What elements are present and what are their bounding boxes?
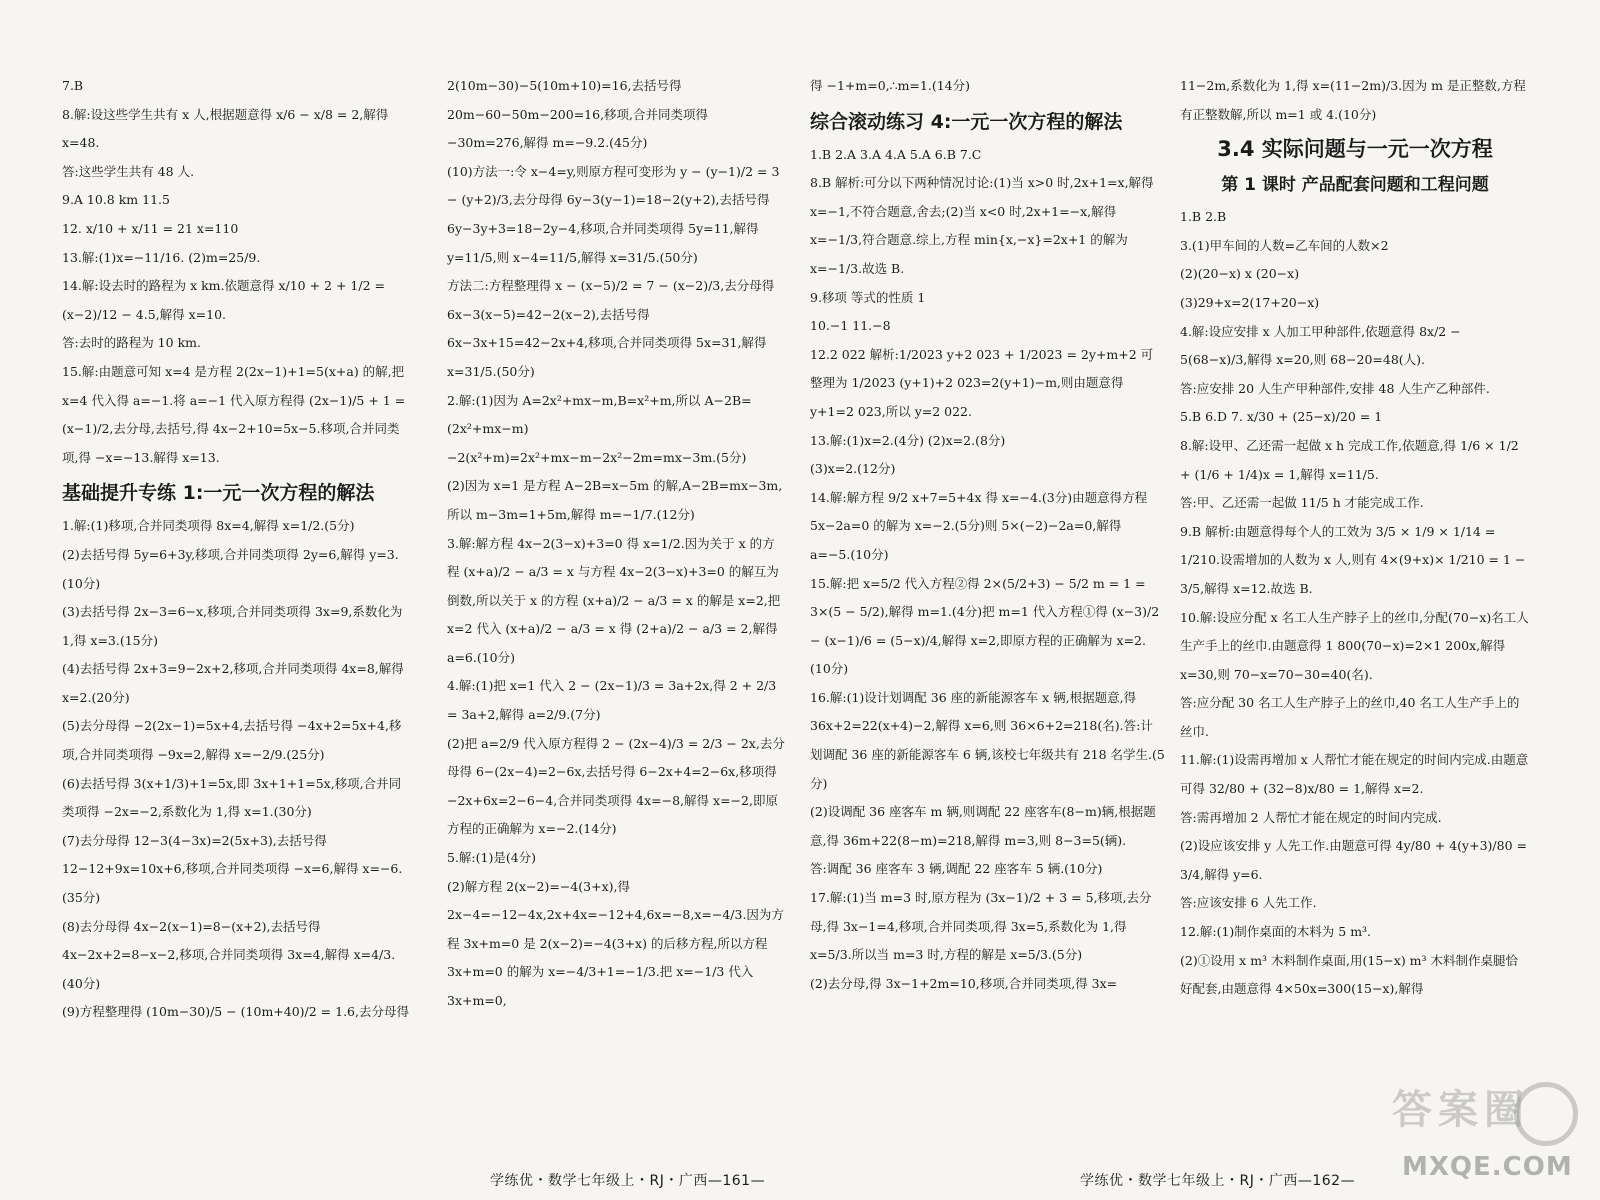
- answer-paragraph: 13.解:(1)x=2.(4分) (2)x=2.(8分): [810, 432, 1006, 448]
- answer-paragraph: 3.解:解方程 4x−2(3−x)+3=0 得 x=1/2.因为关于 x 的方程 (x+a)/2 − a/3 = x 与方程 4x−2(3−x)+3=0 的解互为倒数,所以关于 x 的方程 (x+a)/2 − a/3 = x 的解是 x=2,把 x=2 代入 (x+a)/2 − a/3 = x 得 (2+a)/2 − a/3 = 2,解得 a=6.(10分): [447, 535, 781, 665]
- answer-paragraph: 12.2 022 解析:1/2023 y+2 023 + 1/2023 = 2y+m+2 可整理为 1/2023 (y+1)+2 023=2(y+1)−m,则由题意得 y+1=2 023,所以 y=2 022.: [810, 346, 1154, 419]
- watermark-url: MXQE.COM: [1402, 1152, 1573, 1182]
- answer-paragraph: 答:需再增加 2 人帮忙才能在规定的时间内完成.: [1180, 809, 1442, 825]
- answer-paragraph: 8.解:设甲、乙还需一起做 x h 完成工作,依题意,得 1/6 × 1/2 + (1/6 + 1/4)x = 1,解得 x=11/5.: [1180, 437, 1519, 482]
- answer-paragraph: (2)①设用 x m³ 木料制作桌面,用(15−x) m³ 木料制作桌腿恰好配套,由题意得 4×50x=300(15−x),解得: [1180, 952, 1519, 997]
- answer-paragraph: 7.B: [62, 78, 84, 93]
- watermark-logo: 答案圈: [1392, 1087, 1530, 1133]
- answer-paragraph: 13.解:(1)x=−11/16. (2)m=25/9.: [62, 249, 261, 265]
- answer-paragraph: 11.解:(1)设需再增加 x 人帮忙才能在规定的时间内完成.由题意可得 32/80 + (32−8)x/80 = 1,解得 x=2.: [1180, 752, 1529, 797]
- answer-paragraph: 17.解:(1)当 m=3 时,原方程为 (3x−1)/2 + 3 = 5,移项,去分母,得 3x−1=4,移项,合并同类项,得 3x=5,系数化为 1,得 x=5/3.所以当 m=3 时,方程的解是 x=5/3.(5分): [810, 890, 1152, 963]
- answer-paragraph: 9.移项 等式的性质 1: [810, 289, 926, 305]
- answer-paragraph: (2)解方程 2(x−2)=−4(3+x),得 2x−4=−12−4x,2x+4x=−12+4,6x=−8,x=−4/3.因为方程 3x+m=0 是 2(x−2)=−4(3+x) 的后移方程,所以方程 3x+m=0 的解为 x=−4/3+1=−1/3.把 x=−1/3 代入 3x+m=0,: [447, 878, 784, 1008]
- answer-paragraph: 12. x/10 + x/11 = 21 x=110: [62, 220, 239, 236]
- answer-paragraph: 9.A 10.8 km 11.5: [62, 192, 170, 208]
- answer-paragraph: 答:应该安排 6 人先工作.: [1180, 895, 1317, 911]
- answer-paragraph: 方法二:方程整理得 x − (x−5)/2 = 7 − (x−2)/3,去分母得 6x−3(x−5)=42−2(x−2),去括号得 6x−3x+15=42−2x+4,移项,合并同类项得 5x=31,解得 x=31/5.(50分): [447, 278, 775, 379]
- answer-paragraph: 10.−1 11.−8: [810, 318, 891, 334]
- answer-paragraph: 2(10m−30)−5(10m+10)=16,去括号得 20m−60−50m−200=16,移项,合并同类项得 −30m=276,解得 m=−9.2.(45分): [447, 78, 709, 151]
- answer-paragraph: 15.解:由题意可知 x=4 是方程 2(2x−1)+1=5(x+a) 的解,把 x=4 代入得 a=−1.将 a=−1 代入原方程得 (2x−1)/5 + 1 = (x−1)/2,去分母,去括号,得 4x−2+10=5x−5.移项,合并同类项,得 −x=−13.解得 x=13.: [62, 363, 406, 465]
- answer-paragraph: 12.解:(1)制作桌面的木料为 5 m³.: [1180, 924, 1372, 940]
- answer-paragraph: 得 −1+m=0,∴m=1.(14分): [810, 78, 970, 93]
- answer-paragraph: 16.解:(1)设计划调配 36 座的新能源客车 x 辆,根据题意,得 36x+2=22(x+4)−2,解得 x=6,则 36×6+2=218(名).答:计划调配 36 座的新能源客车 6 辆,该校七年级共有 218 名学生.(5分): [810, 689, 1165, 791]
- answer-paragraph: 14.解:设去时的路程为 x km.依题意得 x/10 + 2 + 1/2 = (x−2)/12 − 4.5,解得 x=10.: [62, 278, 385, 322]
- answer-paragraph: 1.B 2.B: [1180, 209, 1227, 225]
- answer-paragraph: (7)去分母得 12−3(4−3x)=2(5x+3),去括号得 12−12+9x=10x+6,移项,合并同类项得 −x=6,解得 x=−6.(35分): [62, 832, 403, 906]
- answer-paragraph: 答:应分配 30 名工人生产脖子上的丝巾,40 名工人生产手上的丝巾.: [1180, 695, 1520, 739]
- answer-paragraph: (10)方法一:令 x−4=y,则原方程可变形为 y − (y−1)/2 = 3 − (y+2)/3,去分母得 6y−3(y−1)=18−2(y+2),去括号得 6y−3y+3=18−2y−4,移项,合并同类项得 5y=11,解得 y=11/5,则 x−4=11/5,解得 x=31/5.(50分): [447, 163, 780, 265]
- answer-paragraph: 4.解:设应安排 x 人加工甲种部件,依题意得 8x/2 − 5(68−x)/3,解得 x=20,则 68−20=48(人).: [1180, 323, 1461, 368]
- lesson-title: 第 1 课时 产品配套问题和工程问题: [1221, 175, 1489, 196]
- answer-paragraph: 5.B 6.D 7. x/30 + (25−x)/20 = 1: [1180, 409, 1383, 425]
- answer-paragraph: (2)去括号得 5y=6+3y,移项,合并同类项得 2y=6,解得 y=3.(10分): [62, 546, 399, 591]
- answer-paragraph: (9)方程整理得 (10m−30)/5 − (10m+40)/2 = 1.6,去分母得: [62, 1004, 409, 1020]
- answer-paragraph: (2)设调配 36 座客车 m 辆,则调配 22 座客车(8−m)辆,根据题意,得 36m+22(8−m)=218,解得 m=3,则 8−3=5(辆).: [810, 804, 1156, 848]
- section-title: 基础提升专练 1:一元一次方程的解法: [62, 482, 375, 505]
- answer-paragraph: 10.解:设应分配 x 名工人生产脖子上的丝巾,分配(70−x)名工人生产手上的丝巾.由题意得 1 800(70−x)=2×1 200x,解得 x=30,则 70−x=70−30=40(名).: [1180, 609, 1529, 682]
- column-3: [810, 72, 1165, 1162]
- footer-left: 学练优・数学七年级上・RJ・广西—161—: [490, 1173, 766, 1189]
- answer-paragraph: 答:这些学生共有 48 人.: [62, 163, 195, 179]
- answer-paragraph: (2)因为 x=1 是方程 A−2B=x−5m 的解,A−2B=mx−3m,所以 m−3m=1+5m,解得 m=−1/7.(12分): [447, 478, 783, 522]
- watermark-circle-icon: [1514, 1082, 1578, 1146]
- footer-right: 学练优・数学七年级上・RJ・广西—162—: [1080, 1173, 1356, 1189]
- answer-paragraph: 1.解:(1)移项,合并同类项得 8x=4,解得 x=1/2.(5分): [62, 518, 355, 534]
- answer-paragraph: 8.B 解析:可分以下两种情况讨论:(1)当 x>0 时,2x+1=x,解得 x=−1,不符合题意,舍去;(2)当 x<0 时,2x+1=−x,解得 x=−1/3,符合题意.综上,方程 min{x,−x}=2x+1 的解为 x=−1/3.故选 B.: [810, 175, 1154, 276]
- answer-paragraph: 8.解:设这些学生共有 x 人,根据题意得 x/6 − x/8 = 2,解得 x=48.: [62, 106, 389, 151]
- answer-paragraph: (6)去括号得 3(x+1/3)+1=5x,即 3x+1+1=5x,移项,合并同类项得 −2x=−2,系数化为 1,得 x=1.(30分): [62, 775, 402, 820]
- answer-paragraph: (5)去分母得 −2(2x−1)=5x+4,去括号得 −4x+2=5x+4,移项,合并同类项得 −9x=2,解得 x=−2/9.(25分): [62, 718, 402, 763]
- watermark: [1372, 1072, 1582, 1182]
- answer-paragraph: 2.解:(1)因为 A=2x²+mx−m,B=x²+m,所以 A−2B=(2x²+mx−m)−2(x²+m)=2x²+mx−m−2x²−2m=mx−3m.(5分): [447, 392, 752, 465]
- answer-paragraph: 答:甲、乙还需一起做 11/5 h 才能完成工作.: [1180, 495, 1424, 511]
- answer-paragraph: (2)把 a=2/9 代入原方程得 2 − (2x−4)/3 = 2/3 − 2x,去分母得 6−(2x−4)=2−6x,去括号得 6−2x+4=2−6x,移项得 −2x+6x=2−6−4,合并同类项得 4x=−8,解得 x=−2,即原方程的正确解为 x=−2.(14分): [447, 735, 785, 837]
- answer-paragraph: (3)去括号得 2x−3=6−x,移项,合并同类项得 3x=9,系数化为 1,得 x=3.(15分): [62, 604, 403, 648]
- answer-paragraph: 答:去时的路程为 10 km.: [62, 335, 201, 351]
- answer-paragraph: 14.解:解方程 9/2 x+7=5+4x 得 x=−4.(3分)由题意得方程 5x−2a=0 的解为 x=−2.(5分)则 5×(−2)−2a=0,解得 a=−5.(10分): [810, 489, 1148, 562]
- answer-paragraph: 15.解:把 x=5/2 代入方程②得 2×(5/2+3) − 5/2 m = 1 = 3×(5 − 5/2),解得 m=1.(4分)把 m=1 代入方程①得 (x−3)/2 − (x−1)/6 = (5−x)/4,解得 x=2,即原方程的正确解为 x=2.(10分): [810, 575, 1160, 677]
- answer-paragraph: (4)去括号得 2x+3=9−2x+2,移项,合并同类项得 4x=8,解得 x=2.(20分): [62, 661, 404, 705]
- column-2: [447, 72, 787, 1162]
- answer-paragraph: 9.B 解析:由题意得每个人的工效为 3/5 × 1/9 × 1/14 = 1/210.设需增加的人数为 x 人,则有 4×(9+x)× 1/210 = 1 − 3/5,解得 x=12.故选 B.: [1180, 523, 1526, 596]
- answer-paragraph: 3.(1)甲车间的人数=乙车间的人数×2: [1180, 237, 1389, 253]
- column-4: [1180, 72, 1530, 1162]
- answer-paragraph: (3)x=2.(12分): [810, 461, 896, 477]
- chapter-title: 3.4 实际问题与一元一次方程: [1217, 137, 1493, 162]
- answer-paragraph: 4.解:(1)把 x=1 代入 2 − (2x−1)/3 = 3a+2x,得 2 + 2/3 = 3a+2,解得 a=2/9.(7分): [447, 678, 777, 723]
- answer-paragraph: 5.解:(1)是(4分): [447, 850, 537, 866]
- section-title: 综合滚动练习 4:一元一次方程的解法: [810, 110, 1123, 133]
- answer-paragraph: (2)去分母,得 3x−1+2m=10,移项,合并同类项,得 3x=: [810, 975, 1118, 991]
- answer-paragraph: 答:应安排 20 人生产甲种部件,安排 48 人生产乙种部件.: [1180, 380, 1490, 396]
- answer-paragraph: (8)去分母得 4x−2(x−1)=8−(x+2),去括号得 4x−2x+2=8−x−2,移项,合并同类项得 3x=4,解得 x=4/3.(40分): [62, 918, 396, 991]
- answer-paragraph: 11−2m,系数化为 1,得 x=(11−2m)/3.因为 m 是正整数,方程有正整数解,所以 m=1 或 4.(10分): [1180, 78, 1526, 122]
- answer-paragraph: 1.B 2.A 3.A 4.A 5.A 6.B 7.C: [810, 146, 982, 162]
- answer-paragraph: (2)(20−x) x (20−x): [1180, 266, 1300, 282]
- column-1: [62, 72, 412, 1162]
- answer-paragraph: (2)设应该安排 y 人先工作.由题意可得 4y/80 + 4(y+3)/80 = 3/4,解得 y=6.: [1180, 838, 1527, 882]
- answer-paragraph: (3)29+x=2(17+20−x): [1180, 294, 1320, 310]
- answer-paragraph: 答:调配 36 座客车 3 辆,调配 22 座客车 5 辆.(10分): [810, 861, 1103, 877]
